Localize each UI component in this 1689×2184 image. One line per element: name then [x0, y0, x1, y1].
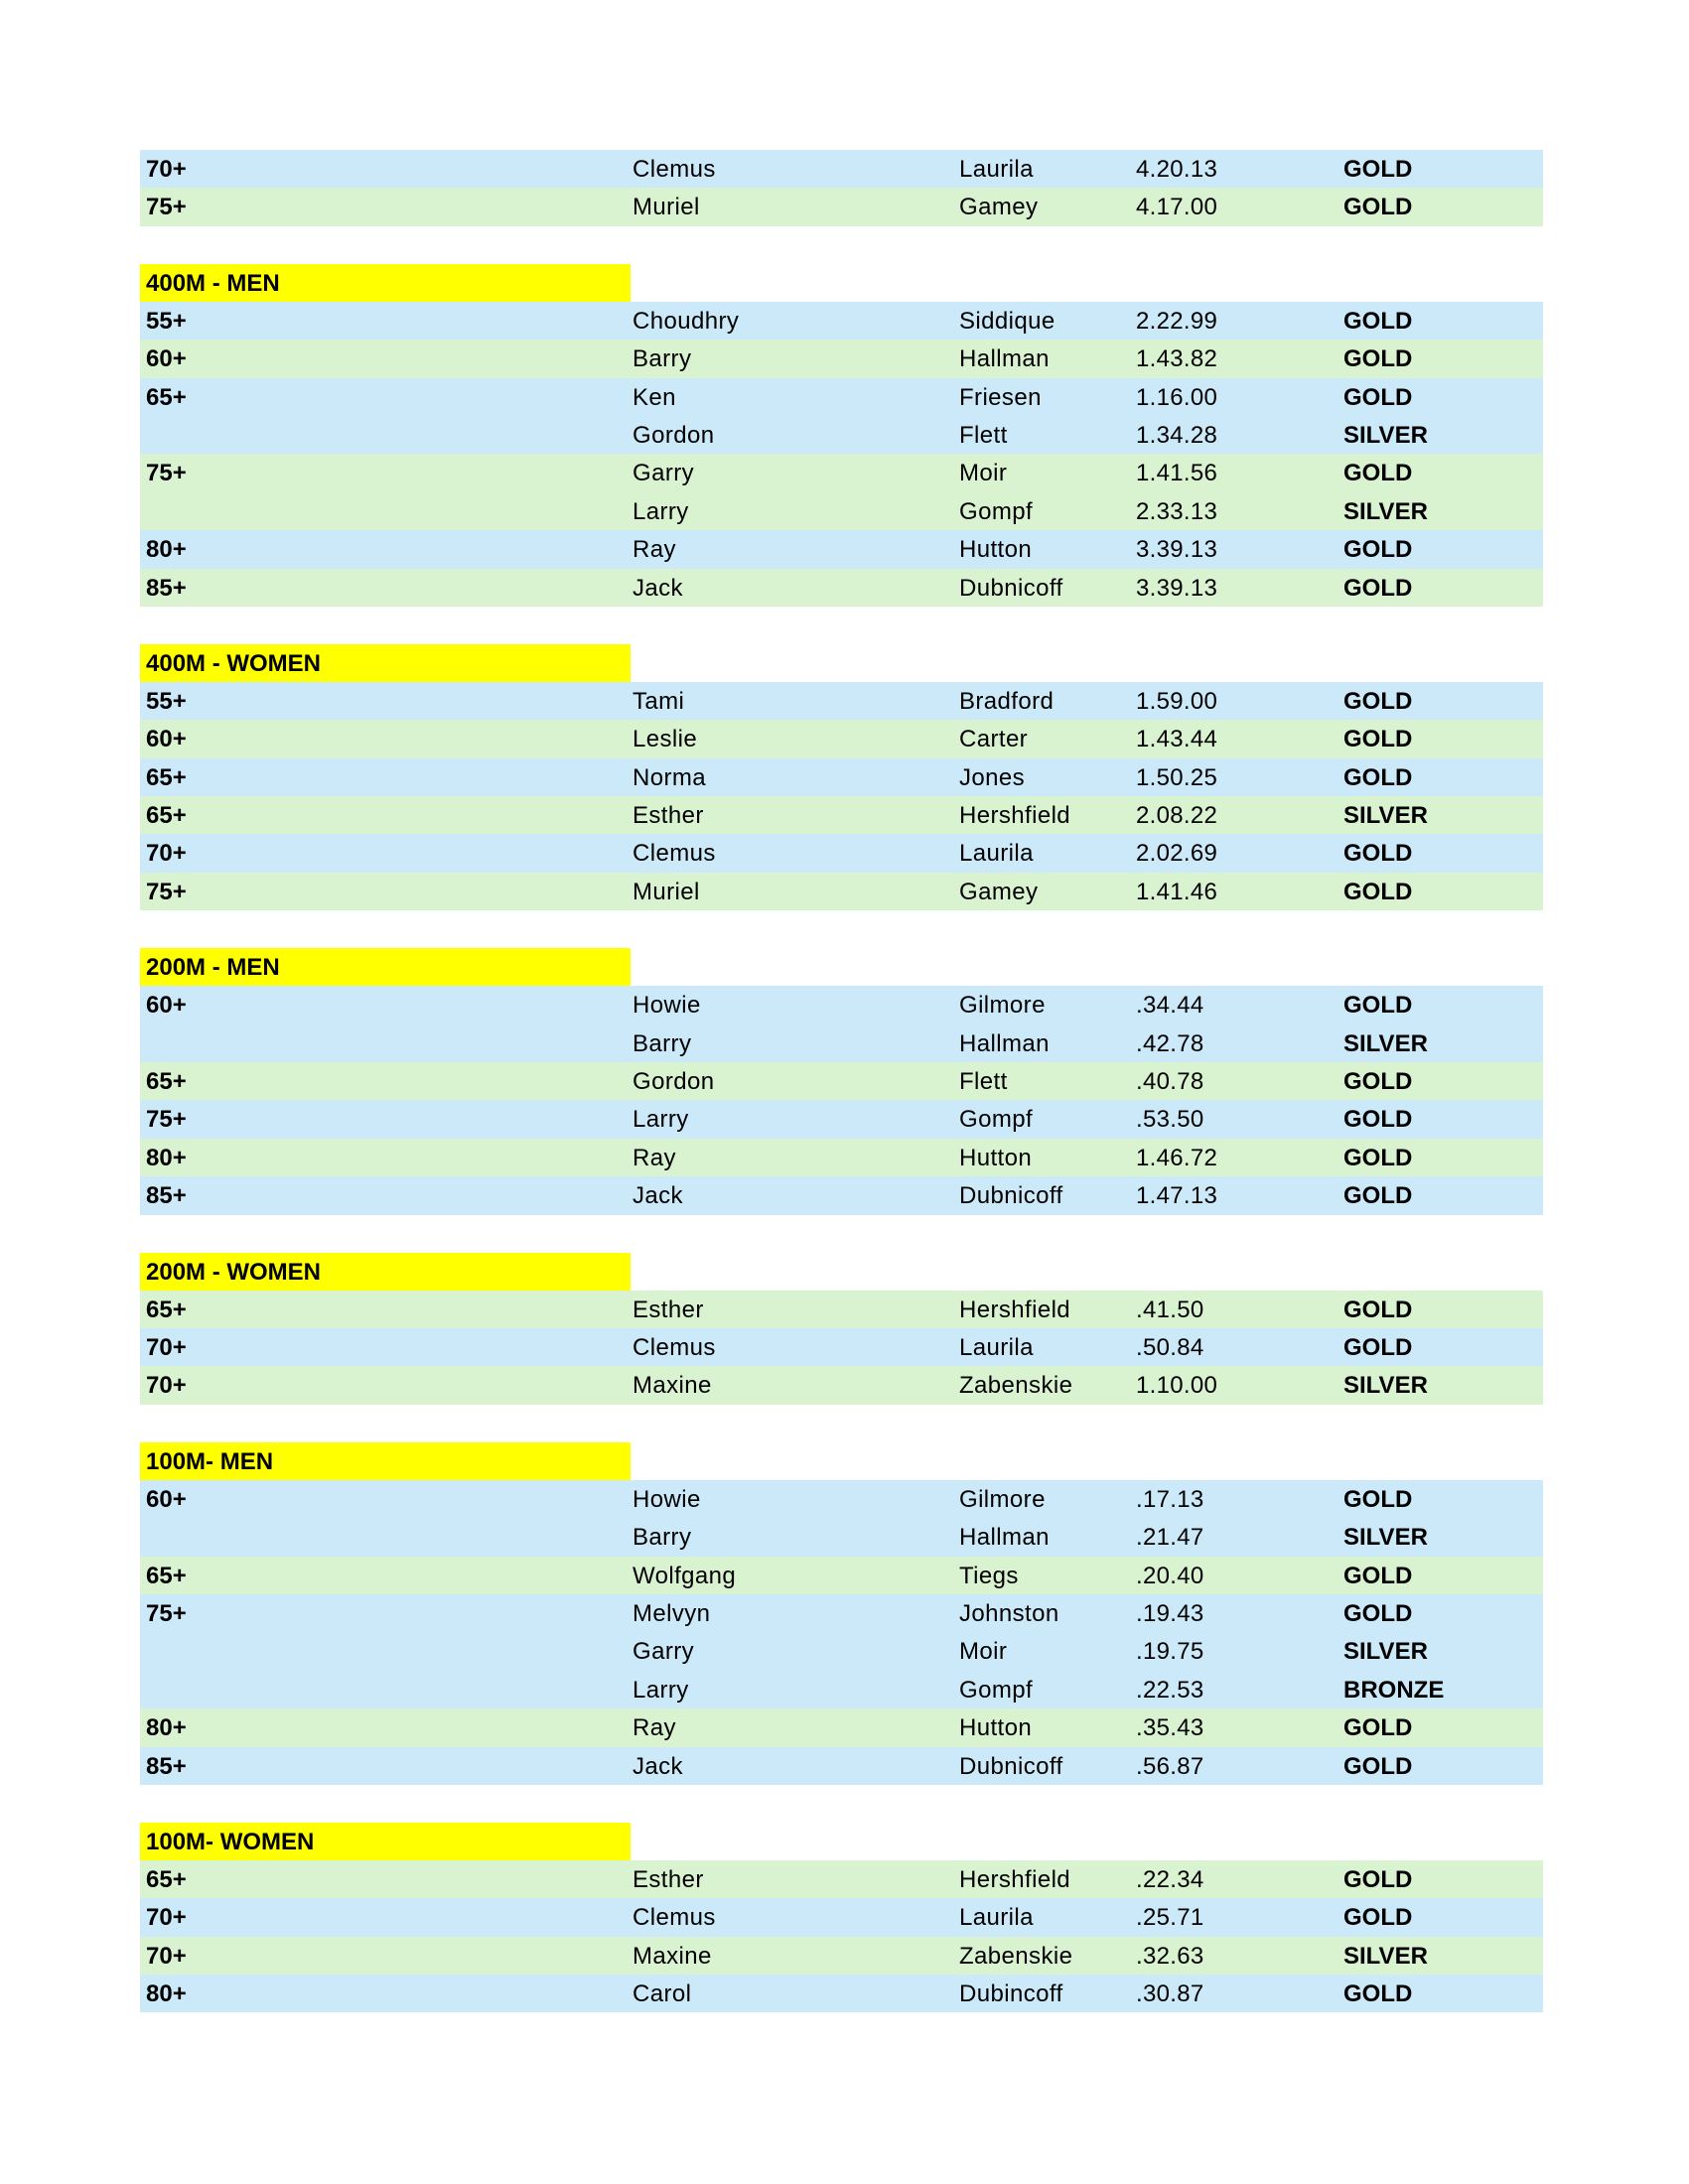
last-name-cell: Zabenskie — [959, 1942, 1073, 1970]
last-name-cell: Tiegs — [959, 1562, 1019, 1589]
first-name-cell: Jack — [633, 1182, 683, 1210]
medal-cell: GOLD — [1343, 307, 1413, 335]
medal-cell: GOLD — [1343, 536, 1413, 564]
results-section — [140, 1442, 1543, 1785]
last-name-cell: Laurila — [959, 1333, 1034, 1361]
first-name-cell: Esther — [633, 1296, 704, 1323]
last-name-cell: Moir — [959, 460, 1008, 487]
result-row — [140, 1024, 1543, 1062]
age-group-cell: 70+ — [146, 840, 187, 868]
medal-cell: GOLD — [1343, 840, 1413, 868]
age-group-cell: 85+ — [146, 1752, 187, 1780]
first-name-cell: Maxine — [633, 1942, 712, 1970]
time-cell: .32.63 — [1136, 1942, 1204, 1970]
medal-cell: SILVER — [1343, 1029, 1428, 1057]
age-group-cell: 60+ — [146, 992, 187, 1020]
time-cell: 2.33.13 — [1136, 497, 1218, 525]
time-cell: 2.08.22 — [1136, 802, 1218, 830]
last-name-cell: Gilmore — [959, 1485, 1046, 1513]
medal-cell: GOLD — [1343, 1865, 1413, 1893]
first-name-cell: Clemus — [633, 156, 716, 183]
medal-cell: SILVER — [1343, 497, 1428, 525]
time-cell: 3.39.13 — [1136, 536, 1218, 564]
time-cell: 1.50.25 — [1136, 763, 1218, 791]
last-name-cell: Johnston — [959, 1599, 1059, 1627]
result-row — [140, 873, 1543, 910]
result-row — [140, 302, 1543, 340]
age-group-cell: 80+ — [146, 536, 187, 564]
first-name-cell: Esther — [633, 1865, 704, 1893]
medal-cell: GOLD — [1343, 345, 1413, 373]
first-name-cell: Barry — [633, 345, 692, 373]
result-row — [140, 1518, 1543, 1556]
result-row — [140, 1328, 1543, 1366]
first-name-cell: Jack — [633, 1752, 683, 1780]
result-row — [140, 986, 1543, 1024]
result-row — [140, 1366, 1543, 1404]
result-row — [140, 1975, 1543, 2012]
age-group-cell: 65+ — [146, 802, 187, 830]
first-name-cell: Garry — [633, 1638, 694, 1666]
age-group-cell: 70+ — [146, 156, 187, 183]
first-name-cell: Carol — [633, 1980, 692, 2008]
last-name-cell: Dubnicoff — [959, 574, 1063, 602]
medal-cell: GOLD — [1343, 726, 1413, 753]
age-group-cell: 85+ — [146, 574, 187, 602]
time-cell: .42.78 — [1136, 1029, 1204, 1057]
age-group-cell: 65+ — [146, 763, 187, 791]
time-cell: 1.59.00 — [1136, 687, 1218, 715]
last-name-cell: Gompf — [959, 1106, 1034, 1134]
age-group-cell: 65+ — [146, 1865, 187, 1893]
result-row — [140, 720, 1543, 757]
age-group-cell: 80+ — [146, 1980, 187, 2008]
time-cell: .41.50 — [1136, 1296, 1204, 1323]
result-row — [140, 1176, 1543, 1214]
first-name-cell: Melvyn — [633, 1599, 711, 1627]
medal-cell: SILVER — [1343, 802, 1428, 830]
age-group-cell: 75+ — [146, 194, 187, 221]
last-name-cell: Dubnicoff — [959, 1182, 1063, 1210]
last-name-cell: Laurila — [959, 840, 1034, 868]
medal-cell: GOLD — [1343, 156, 1413, 183]
results-section — [140, 644, 1543, 910]
section-header: 200M - MEN — [140, 948, 631, 986]
result-row — [140, 1632, 1543, 1670]
first-name-cell: Larry — [633, 1676, 689, 1704]
age-group-cell: 60+ — [146, 726, 187, 753]
first-name-cell: Garry — [633, 460, 694, 487]
medal-cell: GOLD — [1343, 194, 1413, 221]
medal-cell: GOLD — [1343, 1485, 1413, 1513]
results-section — [140, 264, 1543, 607]
age-group-cell: 85+ — [146, 1182, 187, 1210]
age-group-cell: 70+ — [146, 1942, 187, 1970]
time-cell: 1.34.28 — [1136, 421, 1218, 449]
results-document — [140, 150, 1543, 2050]
result-row — [140, 378, 1543, 416]
medal-cell: GOLD — [1343, 1333, 1413, 1361]
time-cell: .19.75 — [1136, 1638, 1204, 1666]
age-group-cell: 70+ — [146, 1904, 187, 1932]
medal-cell: GOLD — [1343, 1599, 1413, 1627]
result-row — [140, 1594, 1543, 1632]
medal-cell: GOLD — [1343, 1904, 1413, 1932]
time-cell: 1.41.46 — [1136, 878, 1218, 905]
first-name-cell: Muriel — [633, 878, 700, 905]
time-cell: 1.46.72 — [1136, 1144, 1218, 1171]
result-row — [140, 1557, 1543, 1594]
last-name-cell: Flett — [959, 421, 1008, 449]
medal-cell: GOLD — [1343, 687, 1413, 715]
first-name-cell: Esther — [633, 802, 704, 830]
time-cell: .21.47 — [1136, 1524, 1204, 1552]
first-name-cell: Leslie — [633, 726, 698, 753]
last-name-cell: Hershfield — [959, 1296, 1071, 1323]
first-name-cell: Clemus — [633, 840, 716, 868]
medal-cell: GOLD — [1343, 992, 1413, 1020]
first-name-cell: Ray — [633, 1714, 676, 1742]
last-name-cell: Hutton — [959, 536, 1033, 564]
medal-cell: SILVER — [1343, 1524, 1428, 1552]
result-row — [140, 758, 1543, 796]
first-name-cell: Jack — [633, 574, 683, 602]
result-row — [140, 1480, 1543, 1518]
last-name-cell: Hallman — [959, 1524, 1050, 1552]
last-name-cell: Hallman — [959, 345, 1050, 373]
medal-cell: GOLD — [1343, 1562, 1413, 1589]
result-row — [140, 1139, 1543, 1176]
first-name-cell: Clemus — [633, 1333, 716, 1361]
age-group-cell: 75+ — [146, 460, 187, 487]
time-cell: 1.43.44 — [1136, 726, 1218, 753]
last-name-cell: Gilmore — [959, 992, 1046, 1020]
time-cell: 2.02.69 — [1136, 840, 1218, 868]
age-group-cell: 65+ — [146, 1562, 187, 1589]
result-row — [140, 1898, 1543, 1936]
last-name-cell: Moir — [959, 1638, 1008, 1666]
first-name-cell: Ken — [633, 383, 676, 411]
age-group-cell: 60+ — [146, 345, 187, 373]
last-name-cell: Gompf — [959, 497, 1034, 525]
last-name-cell: Hershfield — [959, 1865, 1071, 1893]
result-row — [140, 416, 1543, 454]
time-cell: .35.43 — [1136, 1714, 1204, 1742]
last-name-cell: Jones — [959, 763, 1026, 791]
result-row — [140, 1100, 1543, 1138]
result-row — [140, 1062, 1543, 1100]
age-group-cell: 55+ — [146, 307, 187, 335]
time-cell: 4.17.00 — [1136, 194, 1218, 221]
result-row — [140, 1937, 1543, 1975]
medal-cell: GOLD — [1343, 1068, 1413, 1096]
last-name-cell: Dubnicoff — [959, 1752, 1063, 1780]
result-row — [140, 492, 1543, 530]
first-name-cell: Gordon — [633, 421, 715, 449]
result-row — [140, 1671, 1543, 1708]
first-name-cell: Muriel — [633, 194, 700, 221]
last-name-cell: Gamey — [959, 194, 1039, 221]
last-name-cell: Hutton — [959, 1714, 1033, 1742]
time-cell: .20.40 — [1136, 1562, 1204, 1589]
age-group-cell: 80+ — [146, 1714, 187, 1742]
last-name-cell: Hutton — [959, 1144, 1033, 1171]
medal-cell: GOLD — [1343, 763, 1413, 791]
age-group-cell: 70+ — [146, 1333, 187, 1361]
age-group-cell: 65+ — [146, 383, 187, 411]
result-row — [140, 796, 1543, 834]
last-name-cell: Hallman — [959, 1029, 1050, 1057]
first-name-cell: Larry — [633, 497, 689, 525]
section-header: 100M- MEN — [140, 1442, 631, 1480]
last-name-cell: Gamey — [959, 878, 1039, 905]
first-name-cell: Choudhry — [633, 307, 740, 335]
first-name-cell: Ray — [633, 536, 676, 564]
section-header: 400M - WOMEN — [140, 644, 631, 682]
medal-cell: SILVER — [1343, 1942, 1428, 1970]
age-group-cell: 55+ — [146, 687, 187, 715]
first-name-cell: Norma — [633, 763, 707, 791]
result-row — [140, 188, 1543, 225]
last-name-cell: Dubincoff — [959, 1980, 1063, 2008]
result-row — [140, 1708, 1543, 1746]
section-header: 400M - MEN — [140, 264, 631, 302]
first-name-cell: Gordon — [633, 1068, 715, 1096]
time-cell: .19.43 — [1136, 1599, 1204, 1627]
time-cell: .22.34 — [1136, 1865, 1204, 1893]
age-group-cell: 75+ — [146, 1599, 187, 1627]
medal-cell: GOLD — [1343, 383, 1413, 411]
medal-cell: GOLD — [1343, 1144, 1413, 1171]
time-cell: .53.50 — [1136, 1106, 1204, 1134]
time-cell: 4.20.13 — [1136, 156, 1218, 183]
last-name-cell: Friesen — [959, 383, 1042, 411]
result-row — [140, 1291, 1543, 1328]
time-cell: .22.53 — [1136, 1676, 1204, 1704]
time-cell: .50.84 — [1136, 1333, 1204, 1361]
last-name-cell: Laurila — [959, 1904, 1034, 1932]
medal-cell: GOLD — [1343, 1182, 1413, 1210]
medal-cell: GOLD — [1343, 878, 1413, 905]
first-name-cell: Clemus — [633, 1904, 716, 1932]
first-name-cell: Barry — [633, 1524, 692, 1552]
time-cell: .17.13 — [1136, 1485, 1204, 1513]
last-name-cell: Zabenskie — [959, 1372, 1073, 1400]
last-name-cell: Siddique — [959, 307, 1056, 335]
medal-cell: SILVER — [1343, 1372, 1428, 1400]
result-row — [140, 569, 1543, 607]
first-name-cell: Wolfgang — [633, 1562, 737, 1589]
first-name-cell: Howie — [633, 992, 701, 1020]
last-name-cell: Flett — [959, 1068, 1008, 1096]
age-group-cell: 75+ — [146, 878, 187, 905]
results-section — [140, 1253, 1543, 1405]
time-cell: .25.71 — [1136, 1904, 1204, 1932]
medal-cell: GOLD — [1343, 1714, 1413, 1742]
first-name-cell: Larry — [633, 1106, 689, 1134]
age-group-cell: 65+ — [146, 1296, 187, 1323]
last-name-cell: Carter — [959, 726, 1029, 753]
first-name-cell: Howie — [633, 1485, 701, 1513]
last-name-cell: Bradford — [959, 687, 1055, 715]
medal-cell: GOLD — [1343, 1106, 1413, 1134]
time-cell: 1.43.82 — [1136, 345, 1218, 373]
first-name-cell: Tami — [633, 687, 685, 715]
results-section — [140, 1823, 1543, 2013]
time-cell: 3.39.13 — [1136, 574, 1218, 602]
last-name-cell: Gompf — [959, 1676, 1034, 1704]
first-name-cell: Barry — [633, 1029, 692, 1057]
time-cell: 2.22.99 — [1136, 307, 1218, 335]
medal-cell: SILVER — [1343, 421, 1428, 449]
time-cell: .56.87 — [1136, 1752, 1204, 1780]
section-header: 100M- WOMEN — [140, 1823, 631, 1860]
result-row — [140, 682, 1543, 720]
medal-cell: BRONZE — [1343, 1676, 1445, 1704]
result-row — [140, 150, 1543, 188]
last-name-cell: Hershfield — [959, 802, 1071, 830]
age-group-cell: 80+ — [146, 1144, 187, 1171]
medal-cell: SILVER — [1343, 1638, 1428, 1666]
age-group-cell: 70+ — [146, 1372, 187, 1400]
medal-cell: GOLD — [1343, 1752, 1413, 1780]
first-name-cell: Ray — [633, 1144, 676, 1171]
time-cell: .30.87 — [1136, 1980, 1204, 2008]
time-cell: .40.78 — [1136, 1068, 1204, 1096]
result-row — [140, 454, 1543, 491]
medal-cell: GOLD — [1343, 460, 1413, 487]
result-row — [140, 1747, 1543, 1785]
section-header: 200M - WOMEN — [140, 1253, 631, 1291]
medal-cell: GOLD — [1343, 574, 1413, 602]
time-cell: 1.41.56 — [1136, 460, 1218, 487]
result-row — [140, 340, 1543, 377]
first-name-cell: Maxine — [633, 1372, 712, 1400]
time-cell: 1.16.00 — [1136, 383, 1218, 411]
result-row — [140, 1860, 1543, 1898]
time-cell: 1.10.00 — [1136, 1372, 1218, 1400]
time-cell: 1.47.13 — [1136, 1182, 1218, 1210]
last-name-cell: Laurila — [959, 156, 1034, 183]
age-group-cell: 75+ — [146, 1106, 187, 1134]
medal-cell: GOLD — [1343, 1296, 1413, 1323]
results-section — [140, 150, 1543, 226]
time-cell: .34.44 — [1136, 992, 1204, 1020]
result-row — [140, 530, 1543, 568]
results-section — [140, 948, 1543, 1214]
medal-cell: GOLD — [1343, 1980, 1413, 2008]
result-row — [140, 834, 1543, 872]
age-group-cell: 60+ — [146, 1485, 187, 1513]
age-group-cell: 65+ — [146, 1068, 187, 1096]
